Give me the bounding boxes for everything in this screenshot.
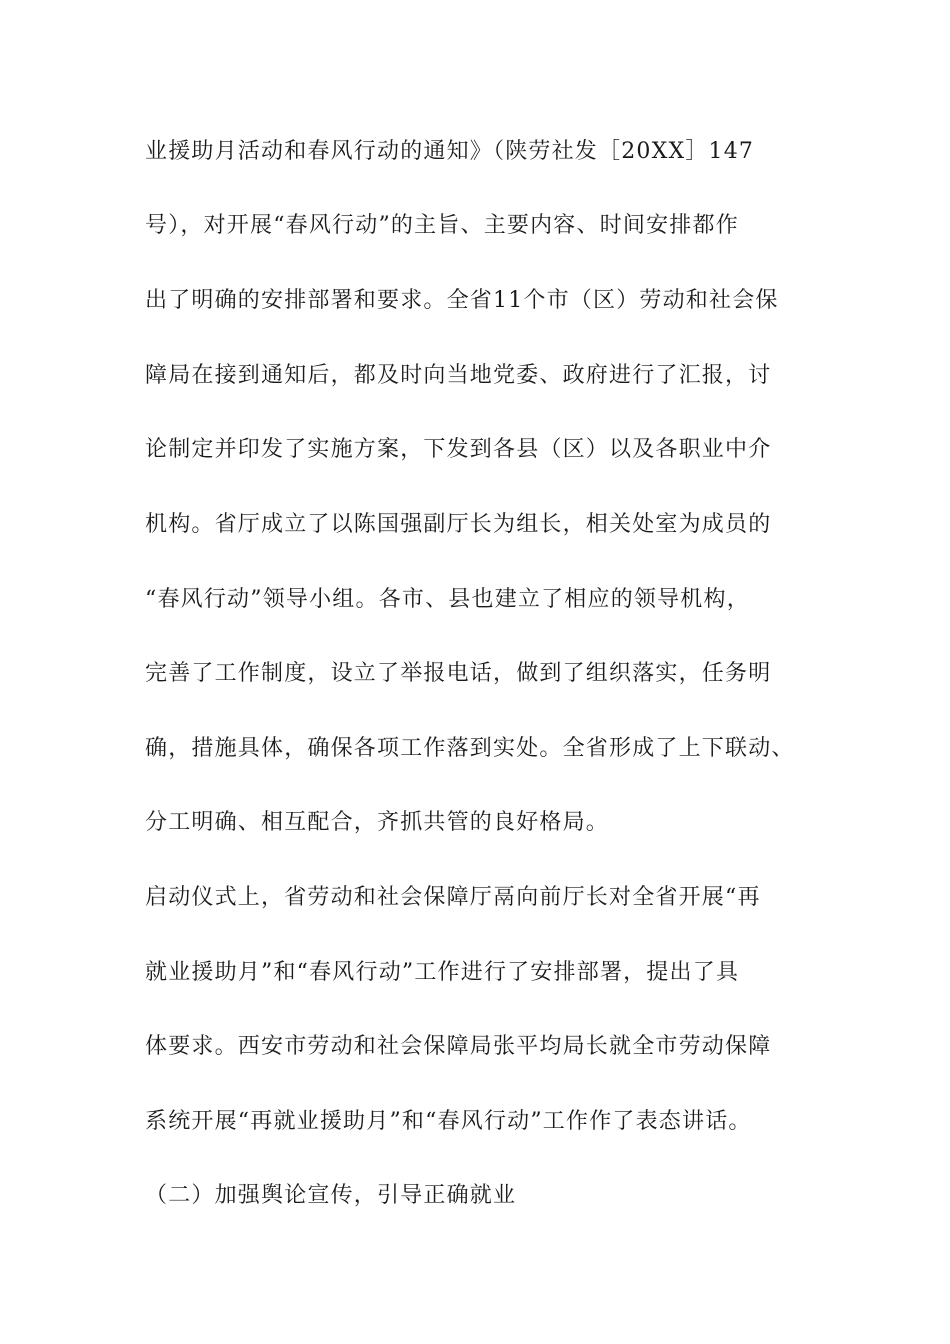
section-heading: （二）加强舆论宣传，引导正确就业 — [145, 1183, 517, 1208]
text-line: 分工明确、相互配合，齐抓共管的良好格局。 — [145, 810, 610, 835]
text-line: 启动仪式上，省劳动和社会保障厅鬲向前厅长对全省开展“再 — [145, 885, 761, 910]
text-line: 号），对开展“春风行动”的主旨、主要内容、时间安排都作 — [145, 213, 739, 238]
text-line: 体要求。西安市劳动和社会保障局张平均局长就全市劳动保障 — [145, 1034, 772, 1059]
text-line: 障局在接到通知后，都及时向当地党委、政府进行了汇报，讨 — [145, 363, 772, 388]
text-line: 就业援助月”和“春风行动”工作进行了安排部署，提出了具 — [145, 960, 740, 985]
text-line: 完善了工作制度，设立了举报电话，做到了组织落实，任务明 — [145, 661, 772, 686]
text-line: 机构。省厅成立了以陈国强副厅长为组长，相关处室为成员的 — [145, 512, 772, 537]
text-line: “春风行动”领导小组。各市、县也建立了相应的领导机构， — [145, 587, 750, 612]
text-line: 系统开展“再就业援助月”和“春风行动”工作作了表态讲话。 — [145, 1109, 752, 1134]
text-line: 业援助月活动和春风行动的通知》（陕劳社发［20XX］147 — [145, 139, 755, 164]
text-line: 确，措施具体，确保各项工作落到实处。全省形成了上下联动、 — [145, 736, 795, 761]
text-line: 论制定并印发了实施方案，下发到各县（区）以及各职业中介 — [145, 437, 772, 462]
text-line: 出了明确的安排部署和要求。全省11个市（区）劳动和社会保 — [145, 288, 779, 313]
